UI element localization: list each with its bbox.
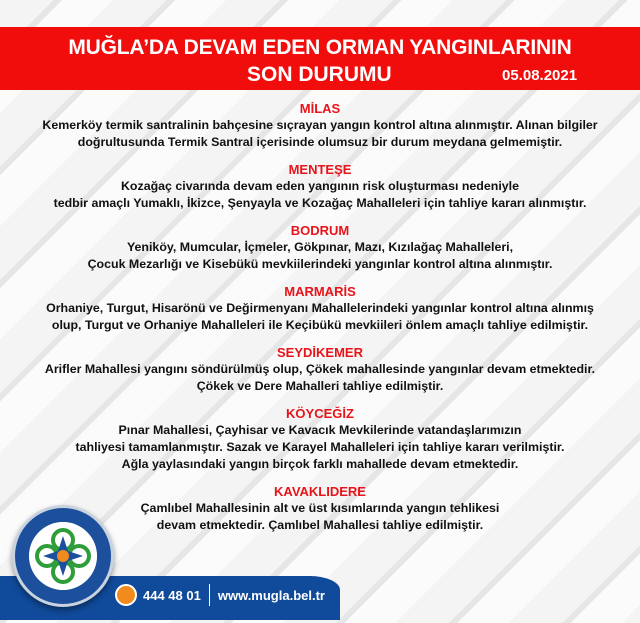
section-heading: KÖYCEĞİZ: [286, 406, 354, 421]
section-text: Çocuk Mezarlığı ve Kisebükü mevkiilerindeki yangınlar kontrol altına alınmıştır.: [87, 257, 553, 271]
title-line-2: SON DURUMU: [247, 63, 392, 86]
section-text: Yeniköy, Mumcular, İçmeler, Gökpınar, Mazı, Kızılağaç Mahalleleri,: [126, 240, 514, 254]
title-line-1: MUĞLA’DA DEVAM EDEN ORMAN YANGINLARININ: [68, 36, 572, 59]
section-menteşe: [0, 161, 640, 212]
section-heading: MİLAS: [299, 101, 341, 116]
logo-emblem-icon: [29, 522, 97, 590]
section-text: doğrultusunda Termik Santral içerisinde olumsuz bir durum meydana gelmemiştir.: [77, 135, 563, 149]
section-heading: SEYDİKEMER: [277, 345, 363, 360]
section-text: Ağla yaylasındaki yangın birçok farklı mahallede devam etmektedir.: [121, 457, 519, 471]
call-center-icon: [115, 584, 137, 606]
section-köyceği̇z: [0, 405, 640, 473]
title-banner: [0, 27, 640, 90]
divider: [209, 584, 210, 606]
section-text: Orhaniye, Turgut, Hisarönü ve Değirmenyanı Mahallelerindeki yangınlar kontrol altına alınmış: [46, 301, 594, 315]
website-link[interactable]: www.mugla.bel.tr: [217, 587, 325, 603]
municipality-logo: [12, 505, 114, 607]
section-marmari̇s: [0, 283, 640, 334]
section-heading: KAVAKLIDERE: [274, 484, 366, 499]
section-bodrum: [0, 222, 640, 273]
section-text: olup, Turgut ve Orhaniye Mahalleleri ile Keçibükü mevkiileri önlem amaçlı tahliye edilmiştir.: [51, 318, 589, 332]
section-mi̇las: [0, 100, 640, 151]
sections: [0, 100, 640, 544]
section-heading: BODRUM: [290, 223, 350, 238]
section-text: Pınar Mahallesi, Çayhisar ve Kavacık Mevkilerinde vatandaşlarımızın: [118, 423, 522, 437]
contact-info: [115, 584, 325, 606]
section-text: tahliyesi tamamlanmıştır. Sazak ve Karayel Mahalleleri için tahliye kararı verilmiştir.: [75, 440, 565, 454]
date: 05.08.2021: [502, 67, 578, 84]
section-seydi̇kemer: [0, 344, 640, 395]
section-heading: MARMARİS: [284, 284, 356, 299]
section-text: Arifler Mahallesi yangını söndürülmüş olup, Çökek mahallesinde yangınlar devam etmektedir.: [44, 362, 596, 376]
section-text: Çamlıbel Mahallesinin alt ve üst kısımlarında yangın tehlikesi: [140, 501, 500, 515]
section-text: Kozağaç civarında devam eden yangının risk oluşturması nedeniyle: [120, 179, 519, 193]
section-heading: MENTEŞE: [288, 162, 352, 177]
phone-number: 444 48 01: [143, 587, 201, 603]
section-text: devam etmektedir. Çamlıbel Mahallesi tahliye edilmiştir.: [156, 518, 484, 532]
section-text: tedbir amaçlı Yumaklı, İkizce, Şenyayla ve Kozağaç Mahalleleri için tahliye kararı alınmıştır.: [53, 196, 587, 210]
section-text: Çökek ve Dere Mahalleri tahliye edilmiştir.: [196, 379, 444, 393]
section-text: Kemerköy termik santralinin bahçesine sıçrayan yangın kontrol altına alınmıştır. Alınan bilgiler: [42, 118, 598, 132]
